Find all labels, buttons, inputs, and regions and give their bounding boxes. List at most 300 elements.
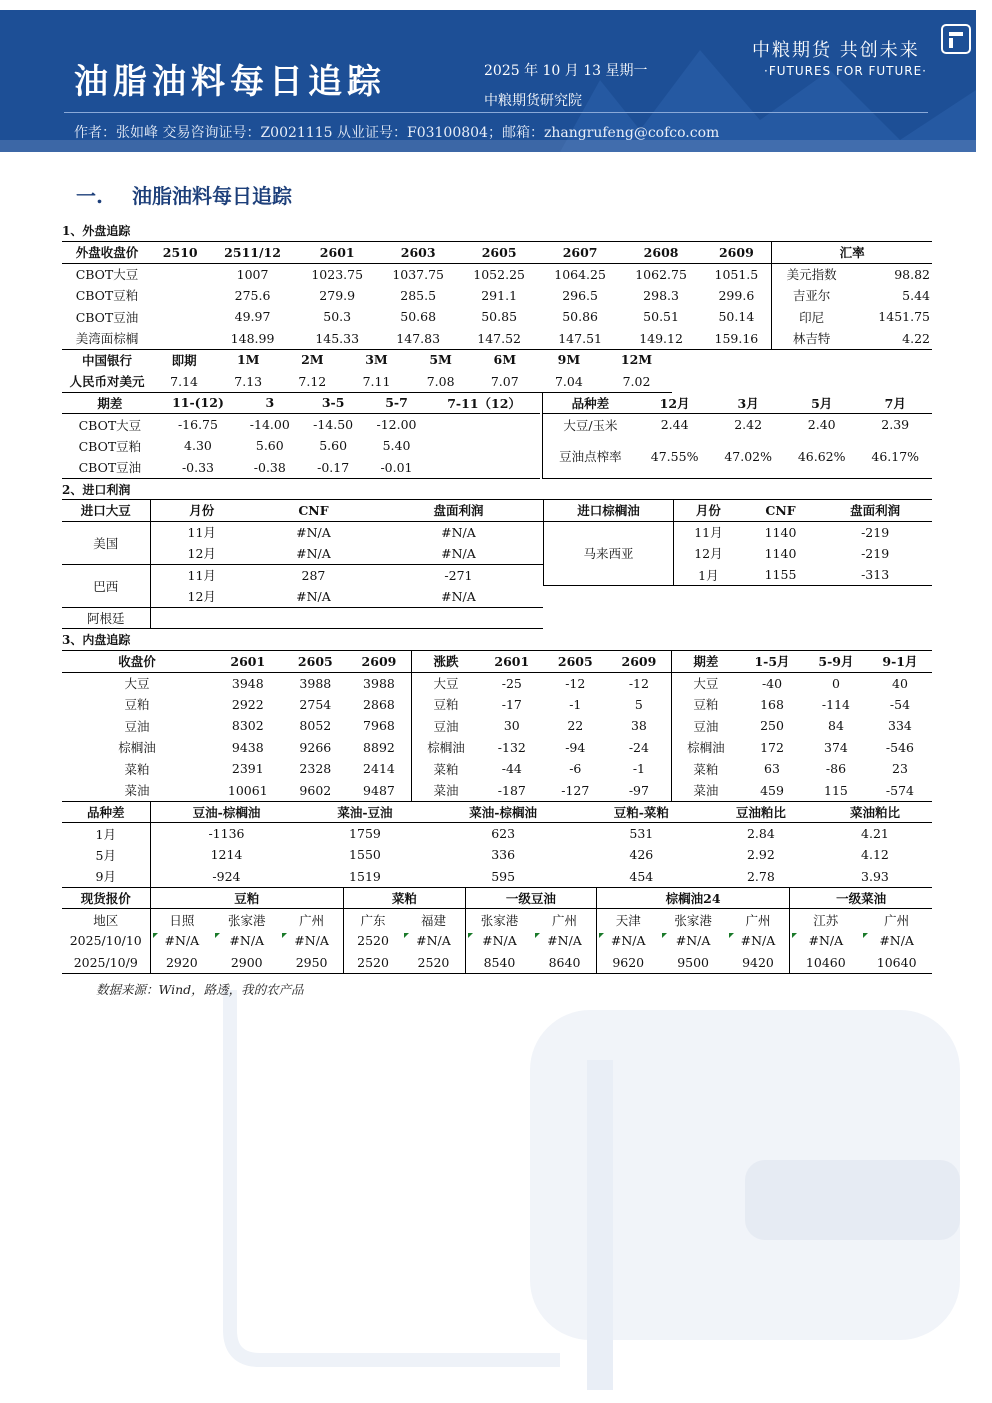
table-cell: 1037.75 bbox=[392, 266, 445, 282]
table-cell: 3948 bbox=[231, 675, 264, 691]
table-cell: 8540 bbox=[483, 954, 516, 970]
table-cell: 12月 bbox=[187, 589, 216, 604]
column-header: 现货报价 bbox=[62, 887, 150, 909]
table-cell: -219 bbox=[861, 545, 890, 561]
table-cell: -12.00 bbox=[376, 417, 417, 432]
table-cell: -14.00 bbox=[249, 417, 290, 432]
column-header: 进口棕榈油 bbox=[544, 500, 674, 522]
table-cell: 2900 bbox=[230, 954, 263, 970]
column-header: 菜油-棕榈油 bbox=[469, 804, 537, 820]
table-cell: 287 bbox=[301, 567, 326, 583]
table-row bbox=[544, 521, 933, 543]
table-cell: 299.6 bbox=[718, 287, 755, 303]
fx-label: 林吉特 bbox=[772, 328, 851, 350]
table-cell bbox=[428, 414, 540, 436]
table-cell: #N/A bbox=[533, 930, 596, 952]
table-cell: 334 bbox=[888, 718, 912, 734]
column-header: 中国银行 bbox=[81, 352, 132, 368]
table-cell: 50.86 bbox=[562, 309, 598, 325]
origin-label: 美国 bbox=[62, 521, 150, 564]
column-header: 5-7 bbox=[385, 395, 408, 410]
table-cell: 296.5 bbox=[562, 287, 598, 303]
table-cell: #N/A bbox=[296, 524, 331, 540]
row-label: CBOT大豆 bbox=[78, 417, 142, 433]
column-header: 菜油粕比 bbox=[849, 804, 900, 820]
table-cell: 9438 bbox=[231, 739, 264, 755]
table-cell: #N/A bbox=[727, 930, 790, 952]
column-header: CNF bbox=[765, 502, 796, 518]
column-header: 5-9月 bbox=[818, 654, 854, 670]
row-label: 菜油 bbox=[671, 780, 740, 802]
report-date: 2025 年 10 月 13 星期一 bbox=[484, 63, 648, 79]
variety-diff-table bbox=[62, 801, 932, 888]
column-header: CNF bbox=[298, 502, 329, 518]
table-header-row bbox=[62, 887, 932, 909]
import-palm-table bbox=[543, 499, 932, 586]
column-header: 7月 bbox=[884, 395, 906, 411]
table-cell: 23 bbox=[892, 761, 908, 777]
table-cell: 4.12 bbox=[861, 847, 889, 863]
data-source: 数据来源：Wind，路透，我的农产品 bbox=[96, 982, 304, 997]
table-cell: -40 bbox=[761, 675, 783, 691]
table-cell: -1136 bbox=[208, 826, 245, 841]
table-cell: 2.78 bbox=[746, 868, 775, 884]
table-header-row bbox=[62, 392, 540, 414]
table-cell: 115 bbox=[824, 782, 848, 798]
table-cell: 9500 bbox=[677, 954, 709, 970]
row-label: CBOT豆粕 bbox=[78, 438, 142, 454]
table-cell: 1月 bbox=[698, 567, 719, 583]
table-cell: -271 bbox=[444, 567, 473, 583]
column-header: 豆粕-菜粕 bbox=[613, 804, 669, 820]
column-header: 品种差 bbox=[62, 801, 150, 823]
fx-value: 1451.75 bbox=[878, 309, 930, 325]
column-header: 3 bbox=[265, 395, 275, 410]
table-cell: -0.38 bbox=[253, 459, 286, 475]
table-cell: 1062.75 bbox=[635, 266, 687, 282]
table-cell bbox=[428, 435, 540, 457]
table-row bbox=[62, 952, 932, 974]
table-cell: 38 bbox=[630, 718, 647, 734]
column-header: 品种差 bbox=[543, 392, 638, 414]
table-row bbox=[62, 844, 932, 866]
table-cell: -16.75 bbox=[177, 417, 218, 432]
table-cell: -132 bbox=[497, 739, 526, 755]
origin-label: 马来西亚 bbox=[544, 521, 674, 586]
column-subheader: 日照 bbox=[169, 912, 195, 928]
column-header: 一级菜油 bbox=[836, 890, 887, 906]
variety-spread-table bbox=[542, 392, 932, 479]
table-cell: -1 bbox=[569, 696, 582, 712]
table-cell: 2.92 bbox=[746, 847, 775, 863]
table-cell: 50.85 bbox=[481, 309, 518, 325]
column-header: 2609 bbox=[621, 653, 657, 669]
column-header: 外盘收盘价 bbox=[75, 245, 139, 261]
table-cell: 1023.75 bbox=[311, 266, 364, 282]
column-header: 期差 bbox=[97, 395, 123, 411]
column-header: 2M bbox=[301, 352, 324, 368]
table-row bbox=[62, 285, 932, 307]
table-cell: -94 bbox=[565, 739, 586, 755]
column-subheader: 广州 bbox=[533, 909, 596, 931]
table-cell: 50.3 bbox=[323, 309, 352, 325]
column-header: 2607 bbox=[562, 244, 598, 260]
column-subheader: 广东 bbox=[360, 912, 386, 928]
column-header: 2605 bbox=[481, 244, 517, 260]
table-cell: 1519 bbox=[349, 868, 381, 884]
fx-label: 吉亚尔 bbox=[772, 285, 851, 307]
table-cell: -25 bbox=[501, 675, 522, 691]
row-label: 5月 bbox=[62, 844, 150, 866]
spread-table bbox=[62, 392, 540, 479]
table-cell: -114 bbox=[821, 696, 850, 712]
column-header: 2603 bbox=[400, 244, 436, 260]
table-cell: 2920 bbox=[165, 954, 198, 970]
report-header bbox=[0, 10, 976, 152]
table-cell: 1759 bbox=[349, 826, 381, 841]
table-cell: 145.33 bbox=[315, 330, 360, 346]
table-row bbox=[62, 435, 540, 457]
table-cell: 7.08 bbox=[426, 373, 455, 389]
table-cell: 2.39 bbox=[881, 417, 910, 432]
table-cell: #N/A bbox=[465, 930, 533, 952]
table-cell: 30 bbox=[503, 718, 520, 734]
column-subheader: 广州 bbox=[884, 912, 910, 928]
column-subheader: 江苏 bbox=[813, 912, 839, 928]
table-cell: 172 bbox=[760, 739, 784, 755]
table-row bbox=[543, 414, 933, 436]
table-cell: 40 bbox=[892, 675, 908, 691]
table-cell: 9620 bbox=[612, 954, 645, 970]
column-header: 豆油粕比 bbox=[735, 804, 786, 820]
table-cell: #N/A bbox=[296, 588, 331, 604]
table-cell bbox=[428, 457, 540, 479]
fx-value: 5.44 bbox=[902, 287, 930, 303]
column-header: 收盘价 bbox=[118, 654, 156, 670]
table-cell: 2922 bbox=[231, 696, 264, 712]
table-cell bbox=[152, 328, 208, 350]
row-label: 菜油 bbox=[124, 783, 150, 798]
table-cell: 7.07 bbox=[490, 373, 519, 389]
table-cell: 275.6 bbox=[234, 287, 271, 303]
boc-fx-table bbox=[62, 349, 672, 393]
table-cell: -0.33 bbox=[181, 459, 214, 475]
table-cell: 454 bbox=[629, 868, 654, 884]
column-subheader: 张家港 bbox=[227, 912, 266, 928]
table-row bbox=[62, 737, 932, 759]
table-cell: 4.30 bbox=[184, 438, 212, 454]
table-row bbox=[62, 371, 672, 393]
section-title-text: 油脂油料每日追踪 bbox=[132, 184, 292, 208]
table-cell: -12 bbox=[565, 675, 586, 691]
row-label: 菜粕 bbox=[671, 758, 740, 780]
table-cell: 1214 bbox=[210, 847, 243, 863]
table-cell: 8892 bbox=[363, 739, 395, 755]
table-cell: 49.97 bbox=[234, 309, 271, 325]
table-cell: -0.17 bbox=[317, 459, 350, 475]
table-row bbox=[62, 672, 932, 694]
table-cell: 8640 bbox=[533, 952, 596, 974]
column-header: 菜油-豆油 bbox=[337, 804, 393, 820]
table-cell: -86 bbox=[825, 761, 847, 777]
table-header-row bbox=[62, 242, 932, 264]
table-cell: 2754 bbox=[299, 696, 332, 712]
row-label: 豆油 bbox=[671, 715, 740, 737]
row-label: CBOT大豆 bbox=[75, 267, 139, 282]
domestic-table bbox=[62, 650, 932, 802]
origin-label: 巴西 bbox=[62, 564, 150, 607]
table-cell: -924 bbox=[212, 868, 241, 884]
table-cell: 10460 bbox=[805, 954, 846, 970]
column-subheader: 广州 bbox=[280, 909, 343, 931]
table-cell: 2520 bbox=[402, 952, 465, 974]
table-cell: 2328 bbox=[299, 761, 332, 777]
column-subheader: 地区 bbox=[62, 909, 150, 931]
row-label: 棕榈油 bbox=[118, 740, 156, 756]
table-cell: 2.44 bbox=[660, 417, 689, 432]
table-cell: 3.93 bbox=[861, 868, 889, 884]
table-cell: -1 bbox=[632, 761, 645, 777]
column-header: 5M bbox=[429, 352, 452, 368]
brand-logo-icon bbox=[941, 24, 971, 54]
column-header: 2601 bbox=[230, 653, 266, 669]
table-cell: 168 bbox=[760, 696, 784, 712]
table-cell: -12 bbox=[628, 675, 649, 691]
section-number: 一. bbox=[76, 184, 103, 208]
table-cell: 7968 bbox=[363, 718, 395, 734]
table-cell: 11月 bbox=[187, 568, 216, 583]
import-soy-table bbox=[62, 499, 543, 629]
fx-value: 4.22 bbox=[902, 330, 930, 346]
column-header: 涨跌 bbox=[411, 651, 480, 673]
section-title bbox=[76, 180, 292, 209]
table-row bbox=[543, 435, 933, 478]
outer-market-table bbox=[62, 241, 932, 350]
table-cell: 12月 bbox=[187, 546, 216, 561]
column-header: 3M bbox=[365, 352, 388, 368]
table-cell: 1155 bbox=[764, 567, 797, 582]
column-header: 2601 bbox=[319, 244, 355, 260]
table-cell: 1140 bbox=[764, 545, 797, 561]
table-cell bbox=[152, 306, 208, 328]
table-cell: 9266 bbox=[299, 739, 332, 755]
column-subheader: 天津 bbox=[615, 912, 641, 928]
table-header-row bbox=[62, 651, 932, 673]
column-header: 2609 bbox=[718, 244, 754, 260]
table-cell: 2520 bbox=[357, 933, 389, 949]
table-cell: #N/A bbox=[441, 545, 476, 561]
table-cell: -0.01 bbox=[380, 459, 413, 475]
row-label: 豆油 bbox=[411, 715, 480, 737]
table-cell bbox=[152, 263, 208, 285]
column-header: 期差 bbox=[671, 651, 740, 673]
table-cell: 5.40 bbox=[382, 438, 411, 454]
row-label: 1月 bbox=[62, 823, 150, 845]
table-cell: -313 bbox=[861, 567, 890, 582]
table-cell: 3988 bbox=[299, 675, 332, 691]
table-cell: -6 bbox=[569, 761, 582, 777]
table-cell: 159.16 bbox=[714, 330, 759, 346]
column-header: 1-5月 bbox=[754, 654, 790, 670]
row-label: 大豆 bbox=[671, 672, 740, 694]
table-cell: #N/A bbox=[213, 930, 280, 952]
column-subheader: 张家港 bbox=[674, 912, 712, 928]
row-label: 美湾面棕榈 bbox=[75, 331, 139, 346]
table-cell: 2950 bbox=[280, 952, 343, 974]
table-header-row bbox=[62, 500, 543, 522]
table-row bbox=[62, 263, 932, 285]
row-label: 豆油点榨率 bbox=[543, 435, 638, 478]
column-header: 月份 bbox=[189, 503, 215, 519]
column-header: 2511/12 bbox=[224, 244, 281, 260]
table-cell: 12月 bbox=[694, 546, 723, 562]
sub-import-profit: 2、进口利润 bbox=[62, 483, 131, 497]
table-row bbox=[62, 715, 932, 737]
table-cell: 7.13 bbox=[234, 373, 263, 389]
table-row bbox=[62, 823, 932, 845]
brand-name: 中粮期货 共创未来 bbox=[752, 40, 920, 61]
table-cell: 623 bbox=[491, 826, 516, 841]
table-row bbox=[62, 564, 543, 586]
table-cell: 2.40 bbox=[807, 417, 836, 432]
table-cell: 63 bbox=[764, 761, 780, 777]
header-divider bbox=[64, 112, 928, 113]
table-cell: -14.50 bbox=[313, 417, 354, 432]
origin-label: 阿根廷 bbox=[62, 607, 150, 629]
table-cell: 9602 bbox=[299, 782, 332, 798]
table-header-row bbox=[543, 392, 933, 414]
column-header: 9-1月 bbox=[882, 654, 918, 670]
table-cell: 279.9 bbox=[319, 287, 356, 303]
table-cell: -187 bbox=[497, 782, 526, 798]
table-cell: 1052.25 bbox=[473, 266, 525, 282]
column-header: 棕榈油24 bbox=[596, 887, 789, 909]
table-row bbox=[62, 328, 932, 350]
row-label: 棕榈油 bbox=[411, 737, 480, 759]
table-subheader-row bbox=[62, 909, 932, 931]
table-cell: 459 bbox=[760, 782, 784, 798]
column-header: 11-(12) bbox=[172, 395, 224, 410]
table-cell: -127 bbox=[561, 782, 590, 798]
table-cell: #N/A bbox=[660, 930, 727, 952]
table-cell: 5.60 bbox=[319, 438, 348, 454]
sub-domestic-tracking: 3、内盘追踪 bbox=[62, 633, 131, 647]
table-cell: 84 bbox=[828, 718, 844, 734]
fx-label: 美元指数 bbox=[772, 263, 851, 285]
table-cell: #N/A bbox=[441, 588, 476, 604]
table-cell: #N/A bbox=[441, 524, 476, 540]
table-cell: 22 bbox=[567, 718, 584, 734]
table-cell: 336 bbox=[491, 847, 516, 863]
table-cell bbox=[253, 607, 374, 629]
table-cell: 285.5 bbox=[400, 287, 437, 303]
table-cell: 7.12 bbox=[298, 373, 327, 389]
table-cell: 291.1 bbox=[481, 287, 518, 303]
table-cell: 10640 bbox=[876, 954, 917, 970]
column-header: 豆粕 bbox=[150, 887, 343, 909]
table-row bbox=[62, 521, 543, 543]
table-cell: 147.52 bbox=[477, 330, 522, 346]
table-row bbox=[62, 694, 932, 716]
column-header: 6M bbox=[493, 352, 517, 368]
sub-outer-tracking: 1、外盘追踪 bbox=[62, 224, 131, 238]
table-cell: 11月 bbox=[187, 525, 216, 540]
column-header: 豆油-棕榈油 bbox=[192, 804, 261, 820]
column-subheader: 广州 bbox=[727, 909, 790, 931]
table-cell bbox=[150, 607, 253, 629]
table-cell: 148.99 bbox=[230, 330, 275, 346]
table-cell: 8052 bbox=[299, 718, 332, 734]
table-row bbox=[62, 758, 932, 780]
column-header: 9M bbox=[557, 352, 581, 368]
table-cell: 9420 bbox=[727, 952, 790, 974]
table-row bbox=[62, 306, 932, 328]
table-cell: #N/A bbox=[790, 930, 861, 952]
column-header: 2605 bbox=[297, 653, 333, 669]
table-cell: 11月 bbox=[694, 525, 723, 540]
table-cell: 2868 bbox=[363, 696, 395, 712]
table-row bbox=[62, 780, 932, 802]
column-header: 月份 bbox=[695, 503, 721, 519]
table-cell: 2520 bbox=[357, 954, 389, 970]
column-header: 进口大豆 bbox=[62, 500, 150, 522]
table-cell: 46.17% bbox=[871, 448, 920, 464]
table-cell: -219 bbox=[861, 524, 890, 540]
report-title: 油脂油料每日追踪 bbox=[74, 62, 386, 102]
table-cell: 374 bbox=[824, 739, 848, 755]
table-cell: 50.51 bbox=[643, 309, 679, 325]
column-header: 2510 bbox=[162, 244, 198, 260]
column-header: 3月 bbox=[737, 395, 759, 411]
table-cell: #N/A bbox=[861, 930, 932, 952]
table-cell: -24 bbox=[628, 739, 649, 755]
table-cell: 7.14 bbox=[170, 373, 198, 389]
column-header: 2609 bbox=[361, 653, 397, 669]
column-header: 菜粕 bbox=[343, 887, 465, 909]
spot-price-table bbox=[62, 887, 932, 974]
table-cell bbox=[374, 607, 543, 629]
table-cell: 5 bbox=[634, 696, 643, 712]
table-cell: 7.04 bbox=[554, 373, 583, 389]
table-cell: 10061 bbox=[227, 782, 268, 798]
table-cell: 1064.25 bbox=[554, 266, 606, 282]
table-cell: 3988 bbox=[363, 675, 395, 691]
row-label: CBOT豆油 bbox=[78, 460, 142, 475]
table-header-row bbox=[544, 500, 933, 522]
table-cell: 50.68 bbox=[400, 309, 437, 325]
table-cell: 2.84 bbox=[746, 826, 775, 841]
column-header: 7-11（12） bbox=[447, 395, 521, 411]
table-cell: -17 bbox=[501, 696, 522, 712]
row-label: 棕榈油 bbox=[671, 737, 740, 759]
row-label: 菜粕 bbox=[124, 761, 150, 777]
table-cell: -574 bbox=[885, 782, 915, 798]
table-cell: -44 bbox=[501, 761, 522, 777]
table-cell: 298.3 bbox=[643, 287, 679, 303]
table-cell: #N/A bbox=[596, 930, 659, 952]
table-row bbox=[62, 607, 543, 629]
table-cell: 50.14 bbox=[718, 309, 755, 325]
fx-header: 汇率 bbox=[772, 242, 932, 264]
table-cell: 0 bbox=[831, 675, 840, 691]
table-cell: 149.12 bbox=[639, 330, 683, 346]
column-header: 盘面利润 bbox=[850, 503, 901, 519]
row-label: 豆粕 bbox=[411, 694, 480, 716]
column-header: 12月 bbox=[659, 395, 690, 411]
table-cell: 147.51 bbox=[558, 330, 602, 346]
table-row bbox=[62, 414, 540, 436]
author-info: 作者：张如峰 交易咨询证号：Z0021115 从业证号：F03100804；邮箱：zhangrufeng@cofco.com bbox=[74, 125, 720, 141]
